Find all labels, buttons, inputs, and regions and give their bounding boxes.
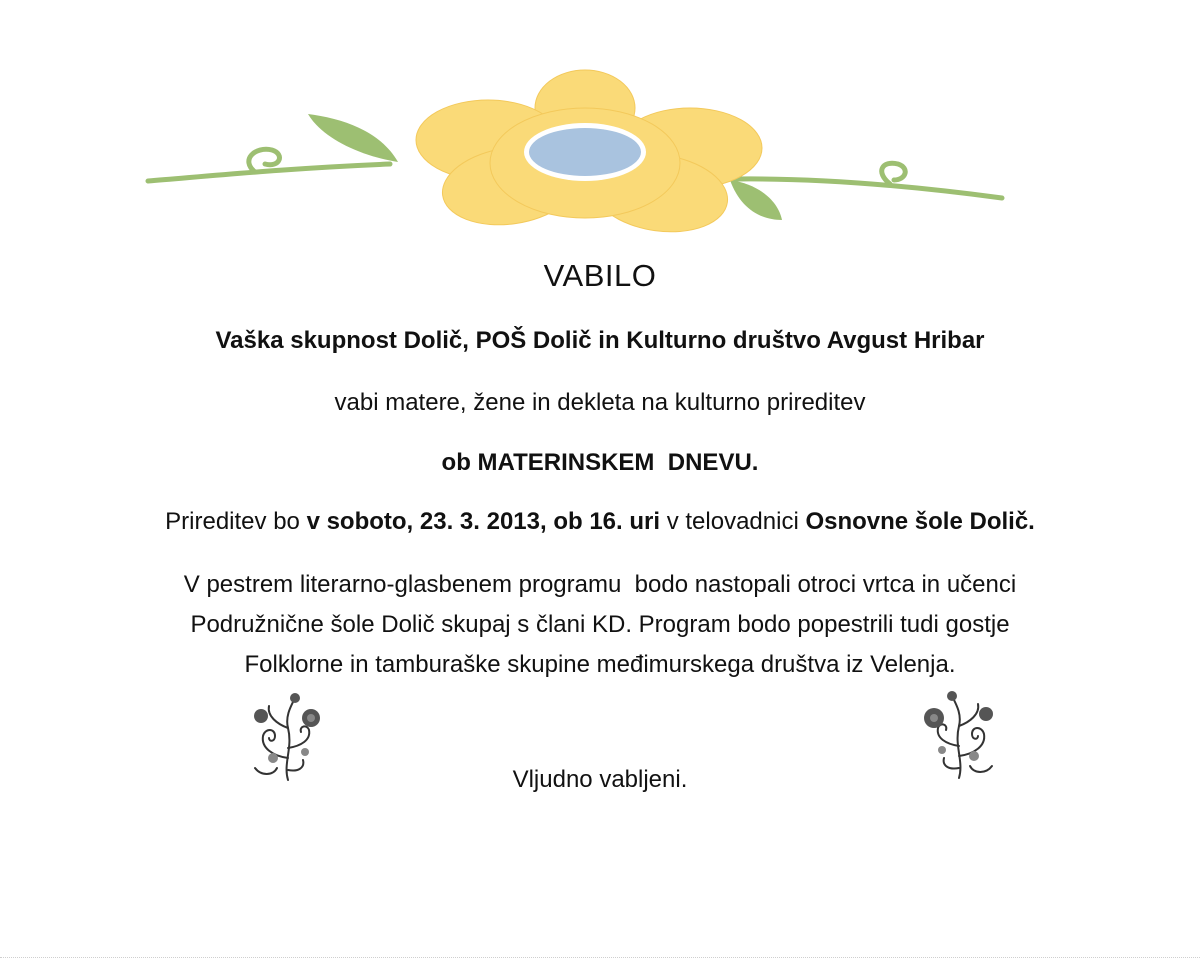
program-line-2: Podružnične šole Dolič skupaj s člani KD. Program bodo popestrili tudi gostje [190, 611, 1010, 638]
event-venue: Osnovne šole Dolič. [805, 508, 1035, 535]
organizers-line: Vaška skupnost Dolič, POŠ Dolič in Kulturno društvo Avgust Hribar [215, 327, 985, 354]
program-line-1: V pestrem literarno-glasbenem programu bodo nastopali otroci vrtca in učenci [183, 571, 1017, 598]
program-paragraph [100, 565, 1100, 685]
program-line-3: Folklorne in tamburaške skupine međimurskega društva iz Velenja. [244, 651, 956, 678]
occasion-prefix: ob MATERINSKEM [441, 449, 655, 476]
right-leaf [730, 180, 782, 220]
invitation-line: vabi matere, žene in dekleta na kulturno prireditev [334, 389, 866, 416]
event-date: v soboto, 23. 3. 2013, ob 16. uri [306, 508, 661, 535]
event-details-line [0, 508, 1200, 536]
event-text-2: v telovadnici [660, 508, 806, 535]
closing-line: Vljudno vabljeni. [512, 766, 688, 793]
occasion-suffix: DNEVU. [667, 449, 759, 476]
left-vine [148, 149, 390, 181]
flower-vine-banner [140, 68, 1010, 233]
invitation-title: VABILO [543, 258, 657, 293]
page-bottom-divider [0, 957, 1200, 958]
left-leaf [308, 114, 398, 162]
occasion-line [0, 449, 1200, 477]
event-text-1: Prireditev bo [165, 508, 307, 535]
flower-center [529, 128, 641, 176]
